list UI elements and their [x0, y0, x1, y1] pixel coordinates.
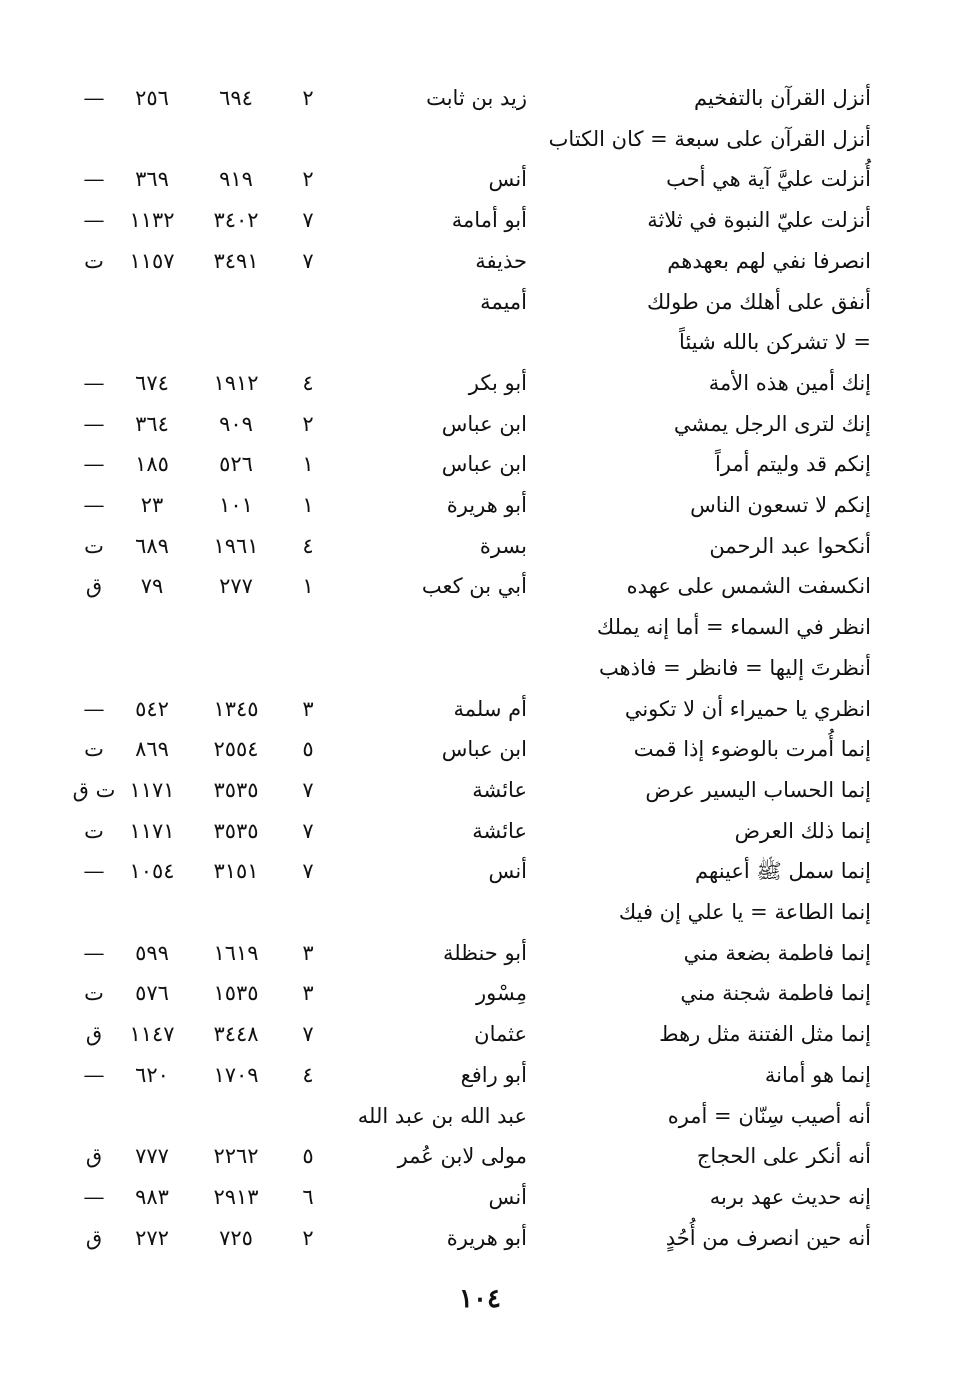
index-row [0, 1136, 959, 1176]
index-row [0, 851, 959, 891]
source-mark: ق [85, 1022, 103, 1047]
page-reference: ١٨٥ [135, 452, 169, 477]
hadith-phrase: إنما مثل الفتنة مثل رهط [659, 1022, 871, 1047]
narrator-name: عائشة [472, 777, 527, 802]
hadith-number: ٢٧٧ [219, 574, 253, 599]
narrator-name: أبو هريرة [446, 1225, 527, 1250]
hadith-number: ٧٢٥ [219, 1225, 253, 1250]
source-mark: — [83, 1062, 105, 1087]
narrator-name: أنس [488, 859, 527, 884]
index-row [0, 933, 959, 973]
hadith-number: ٦٩٤ [219, 86, 253, 110]
index-row [0, 1218, 959, 1258]
narrator-name: مِسْور [476, 981, 527, 1006]
source-mark: — [83, 370, 105, 395]
index-row [0, 322, 959, 362]
page-reference: ٥٩٩ [135, 940, 169, 965]
narrator-name: أميمة [480, 289, 527, 314]
index-row [0, 444, 959, 484]
narrator-name: ابن عباس [441, 452, 527, 477]
source-mark: — [83, 452, 105, 477]
source-mark: — [83, 696, 105, 721]
page-reference: ٦٧٤ [135, 370, 169, 395]
narrator-name: زيد بن ثابت [426, 86, 527, 110]
volume-number: ١ [302, 574, 314, 599]
page-reference: ٦٨٩ [135, 533, 169, 558]
hadith-number: ٣٥٣٥ [213, 777, 259, 802]
source-mark: ق [85, 1144, 103, 1169]
source-mark: ت ق [72, 777, 116, 802]
source-mark: — [83, 493, 105, 517]
source-mark: ق [85, 574, 103, 599]
narrator-name: أنس [488, 1184, 527, 1209]
source-mark: ت [84, 818, 104, 843]
volume-number: ٣ [302, 940, 314, 965]
volume-number: ٧ [302, 208, 314, 233]
hadith-number: ٩١٩ [219, 167, 253, 192]
page-reference: ٢٧٢ [135, 1225, 169, 1250]
hadith-phrase: أنفق على أهلك من طولك [647, 289, 871, 314]
hadith-phrase: إنكم قد وليتم أمراً [714, 452, 871, 477]
narrator-name: حذيفة [475, 248, 527, 273]
index-row [0, 689, 959, 729]
hadith-phrase: إنكم لا تسعون الناس [690, 493, 871, 517]
hadith-phrase: = لا تشركن بالله شيئاً [679, 330, 871, 355]
index-row [0, 729, 959, 769]
source-mark: ت [84, 533, 104, 558]
source-mark: ت [84, 248, 104, 273]
hadith-phrase: إنما فاطمة بضعة مني [683, 940, 871, 965]
hadith-phrase: إنما الحساب اليسير عرض [645, 777, 871, 802]
hadith-phrase: أُنزلت عليَّ آية هي أحب [666, 167, 871, 192]
hadith-number: ١٥٣٥ [213, 981, 259, 1006]
index-row [0, 811, 959, 851]
hadith-number: ١٩١٢ [213, 370, 259, 395]
index-row [0, 526, 959, 566]
volume-number: ٣ [302, 696, 314, 721]
index-row [0, 1055, 959, 1095]
volume-number: ٥ [302, 737, 314, 762]
volume-number: ٧ [302, 777, 314, 802]
narrator-name: أبي بن كعب [421, 574, 527, 599]
hadith-number: ١٣٤٥ [213, 696, 259, 721]
index-row [0, 404, 959, 444]
page-reference: ٣٦٩ [135, 167, 169, 192]
source-mark: ت [84, 981, 104, 1006]
source-mark: — [83, 167, 105, 192]
hadith-phrase: انظر في السماء = أما إنه يملك [596, 615, 871, 640]
narrator-name: أبو هريرة [446, 493, 527, 517]
index-row [0, 485, 959, 525]
source-mark: — [83, 208, 105, 233]
index-row [0, 892, 959, 932]
page-number: ١٠٤ [459, 1284, 501, 1314]
narrator-name: ابن عباس [441, 737, 527, 762]
narrator-name: عائشة [472, 818, 527, 843]
volume-number: ٦ [302, 1184, 314, 1209]
narrator-name: عبد الله بن عبد الله [357, 1103, 527, 1128]
source-mark: — [83, 859, 105, 884]
source-mark: — [83, 1184, 105, 1209]
volume-number: ٢ [302, 411, 314, 436]
index-row [0, 566, 959, 606]
index-row [0, 119, 959, 159]
index-row [0, 363, 959, 403]
page-reference: ٨٦٩ [135, 737, 169, 762]
volume-number: ٢ [302, 1225, 314, 1250]
hadith-number: ٩٠٩ [219, 411, 253, 436]
hadith-phrase: إنك لترى الرجل يمشي [673, 411, 871, 436]
narrator-name: أنس [488, 167, 527, 192]
volume-number: ٣ [302, 981, 314, 1006]
narrator-name: ابن عباس [441, 411, 527, 436]
page-reference: ٥٧٦ [135, 981, 169, 1006]
hadith-number: ٢٢٦٢ [213, 1144, 259, 1169]
index-row [0, 607, 959, 647]
narrator-name: أبو رافع [460, 1062, 527, 1087]
hadith-number: ٥٢٦ [219, 452, 253, 477]
volume-number: ٢ [302, 86, 314, 110]
page-reference: ٧٧٧ [135, 1144, 169, 1169]
volume-number: ١ [302, 493, 314, 517]
hadith-phrase: انصرفا نفي لهم بعهدهم [667, 248, 871, 273]
hadith-phrase: إنما فاطمة شجنة مني [680, 981, 871, 1006]
page-reference: ١٠٥٤ [129, 859, 175, 884]
hadith-phrase: إنما هو أمانة [764, 1062, 871, 1087]
narrator-name: أبو بكر [468, 370, 527, 395]
hadith-number: ٣٤٠٢ [213, 208, 259, 233]
volume-number: ٤ [302, 1062, 314, 1087]
index-row [0, 1096, 959, 1136]
hadith-number: ١٧٠٩ [213, 1062, 259, 1087]
volume-number: ١ [302, 452, 314, 477]
narrator-name: أبو حنظلة [443, 940, 527, 965]
index-row [0, 1177, 959, 1217]
index-row [0, 1014, 959, 1054]
volume-number: ٧ [302, 859, 314, 884]
hadith-phrase: أنزل القرآن بالتفخيم [693, 86, 871, 110]
hadith-number: ٢٥٥٤ [213, 737, 259, 762]
hadith-phrase: إنما الطاعة = يا علي إن فيك [618, 900, 871, 924]
hadith-number: ١٠١ [219, 493, 253, 517]
volume-number: ٧ [302, 1022, 314, 1047]
hadith-number: ٢٩١٣ [213, 1184, 259, 1209]
hadith-phrase: أنه أنكر على الحجاج [696, 1144, 871, 1169]
volume-number: ٥ [302, 1144, 314, 1169]
source-mark: ق [85, 1225, 103, 1250]
page-reference: ٢٥٦ [135, 86, 169, 110]
hadith-phrase: إنما أُمرت بالوضوء إذا قمت [633, 737, 871, 762]
hadith-phrase: انظري يا حميراء أن لا تكوني [624, 696, 871, 721]
hadith-number: ٣٤٩١ [213, 248, 259, 273]
hadith-phrase: إنما سمل ﷺ أعينهم [695, 859, 871, 884]
hadith-number: ٣٥٣٥ [213, 818, 259, 843]
hadith-number: ٣٤٤٨ [213, 1022, 259, 1047]
index-row [0, 78, 959, 118]
index-row [0, 241, 959, 281]
volume-number: ٤ [302, 533, 314, 558]
hadith-number: ٣١٥١ [213, 859, 259, 884]
volume-number: ٧ [302, 248, 314, 273]
source-mark: — [83, 411, 105, 436]
page-reference: ١١٤٧ [129, 1022, 175, 1047]
page-reference: ١١٧١ [129, 818, 175, 843]
volume-number: ٧ [302, 818, 314, 843]
page-reference: ٢٣ [140, 493, 164, 517]
page-reference: ٣٦٤ [135, 411, 169, 436]
narrator-name: مولى لابن عُمر [397, 1144, 527, 1169]
volume-number: ٤ [302, 370, 314, 395]
index-row [0, 648, 959, 688]
narrator-name: أم سلمة [453, 696, 527, 721]
narrator-name: بسرة [479, 533, 527, 558]
page-reference: ٦٢٠ [135, 1062, 169, 1087]
hadith-phrase: إنك أمين هذه الأمة [708, 370, 871, 395]
page-reference: ١١٣٢ [129, 208, 175, 233]
hadith-number: ١٩٦١ [213, 533, 259, 558]
page-reference: ٧٩ [140, 574, 164, 599]
index-row [0, 159, 959, 199]
hadith-phrase: أنزل القرآن على سبعة = كان الكتاب [548, 126, 871, 151]
source-mark: — [83, 940, 105, 965]
hadith-number: ١٦١٩ [213, 940, 259, 965]
hadith-phrase: إنما ذلك العرض [734, 818, 871, 843]
narrator-name: أبو أمامة [451, 208, 527, 233]
source-mark: — [83, 86, 105, 110]
hadith-phrase: أنكحوا عبد الرحمن [709, 533, 871, 558]
index-row [0, 200, 959, 240]
page-reference: ١١٧١ [129, 777, 175, 802]
hadith-phrase: إنه حديث عهد بربه [709, 1184, 871, 1209]
index-row [0, 770, 959, 810]
hadith-phrase: أنظرتَ إليها = فانظر = فاذهب [598, 655, 871, 680]
source-mark: ت [84, 737, 104, 762]
index-row [0, 282, 959, 322]
hadith-phrase: أنه حين انصرف من أُحُدٍ [665, 1225, 871, 1250]
hadith-phrase: انكسفت الشمس على عهده [626, 574, 871, 599]
volume-number: ٢ [302, 167, 314, 192]
page-reference: ١١٥٧ [129, 248, 175, 273]
hadith-phrase: أنه أصيب سِنّان = أمره [667, 1103, 871, 1128]
index-row [0, 973, 959, 1013]
hadith-phrase: أنزلت عليّ النبوة في ثلاثة [647, 208, 871, 233]
page-reference: ٥٤٢ [135, 696, 169, 721]
page-reference: ٩٨٣ [135, 1184, 169, 1209]
narrator-name: عثمان [474, 1022, 527, 1047]
